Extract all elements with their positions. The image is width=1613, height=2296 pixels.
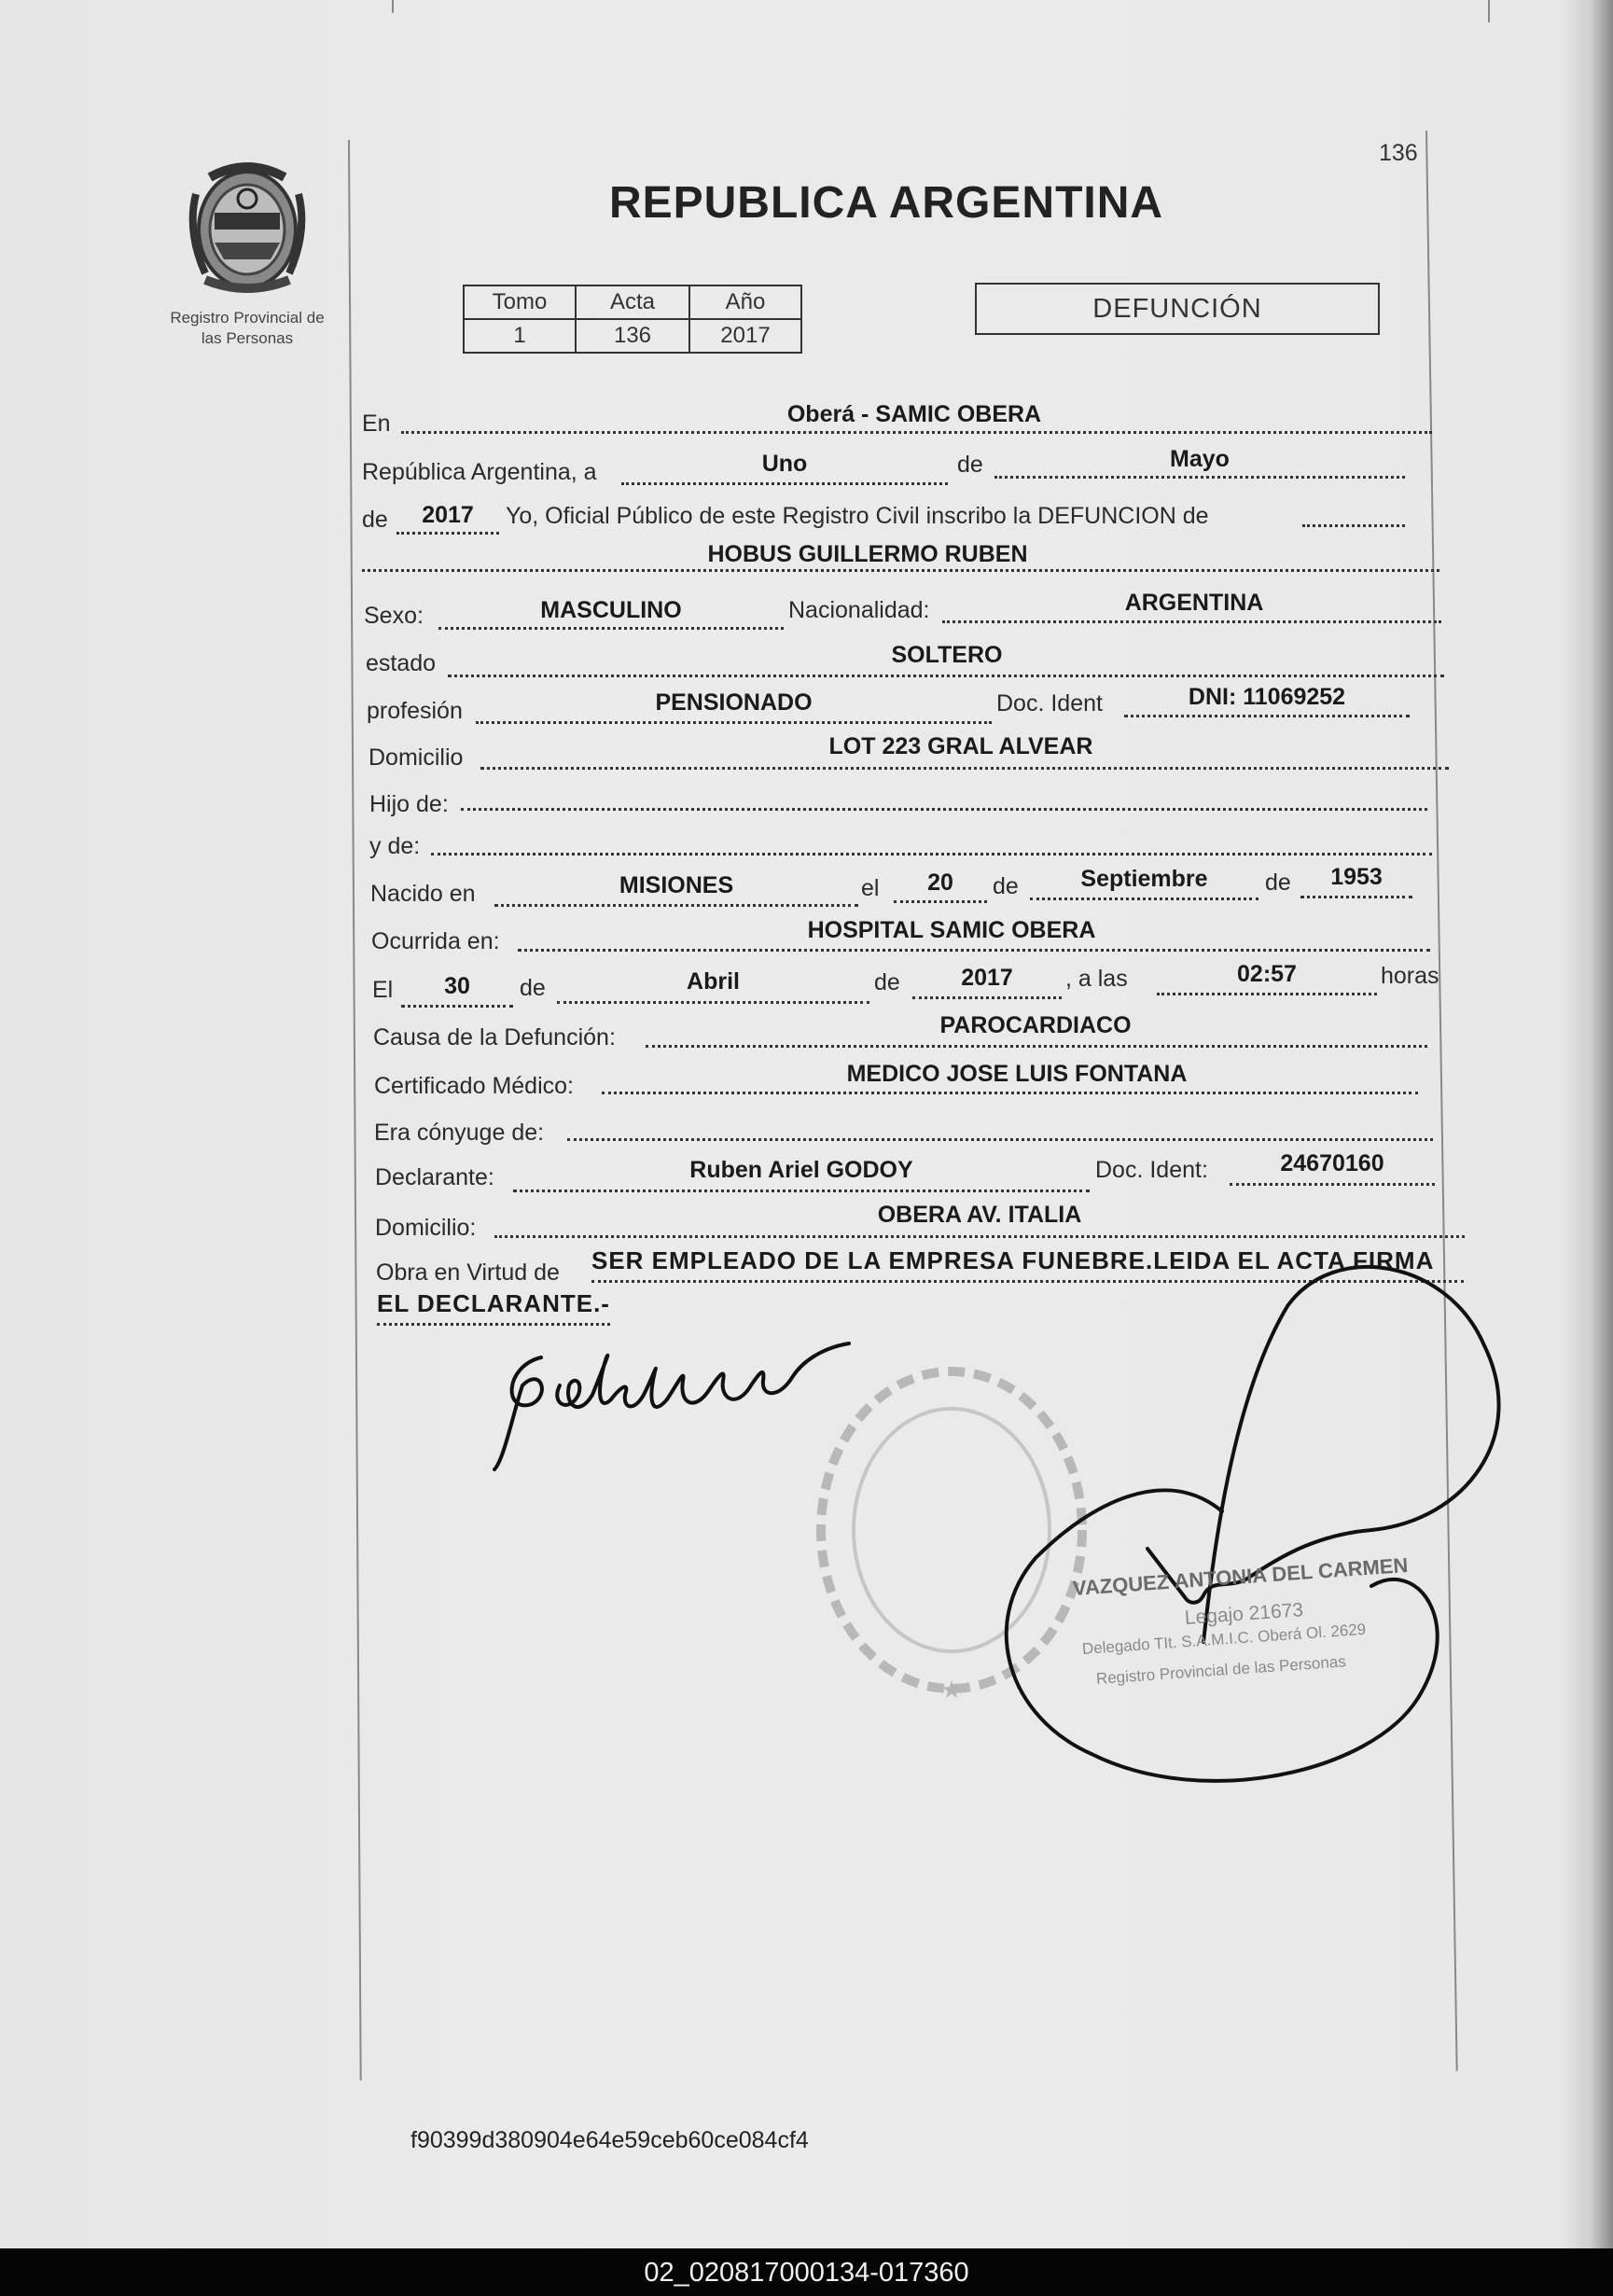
profesion-label: profesión <box>367 698 463 724</box>
dotted-line <box>1030 898 1258 900</box>
nacido-label: Nacido en <box>370 881 476 907</box>
value-ano: 2017 <box>689 319 801 353</box>
dotted-line <box>1302 524 1405 527</box>
certificado-value: MEDICO JOSE LUIS FONTANA <box>846 1061 1188 1087</box>
causa-value: PAROCARDIACO <box>939 1012 1132 1038</box>
nacionalidad-value: ARGENTINA <box>1124 590 1264 616</box>
dotted-line <box>557 1001 869 1004</box>
dotted-line <box>448 675 1444 677</box>
day-words-value: Uno <box>761 451 808 477</box>
ocurrida-label: Ocurrida en: <box>371 928 500 954</box>
dotted-line <box>518 949 1430 952</box>
dotted-line <box>480 767 1449 770</box>
nacionalidad-label: Nacionalidad: <box>788 597 930 623</box>
de-label: de <box>957 452 983 478</box>
deceased-name-value: HOBUS GUILLERMO RUBEN <box>707 541 1028 567</box>
el-label: el <box>861 875 880 901</box>
page-edge-shadow <box>1557 0 1613 2248</box>
register-table-header <box>464 285 801 319</box>
year-value: 2017 <box>422 502 474 528</box>
dotted-line <box>494 1235 1465 1238</box>
conyuge-label: Era cónyuge de: <box>374 1120 545 1146</box>
value-acta: 136 <box>576 319 689 353</box>
dotted-line <box>602 1092 1418 1094</box>
header-tomo: Tomo <box>464 285 576 319</box>
dotted-line <box>438 627 784 630</box>
binding-mark <box>1488 0 1490 22</box>
scan-id: 02_020817000134-017360 <box>644 2258 969 2288</box>
domicilio-label: Domicilio <box>368 744 464 771</box>
a-las-label: , a las <box>1065 966 1128 992</box>
birth-day-value: 20 <box>927 870 953 896</box>
y-de-label: y de: <box>369 833 421 859</box>
dotted-line <box>942 620 1441 623</box>
death-day-value: 30 <box>444 973 470 999</box>
logo-caption <box>149 308 345 349</box>
dotted-line <box>396 532 499 535</box>
death-month-value: Abril <box>687 968 740 995</box>
doc-ident-label: Doc. Ident <box>996 690 1103 717</box>
dotted-line <box>894 900 987 903</box>
republica-label: República Argentina, a <box>362 459 597 485</box>
declarante-doc-value: 24670160 <box>1280 1150 1384 1176</box>
dotted-line <box>494 904 858 907</box>
scan-footer-bar <box>0 2248 1613 2296</box>
obra-value-line2: EL DECLARANTE.- <box>377 1289 610 1317</box>
stamp-name: VAZQUEZ ANTONIA DEL CARMEN <box>1072 1552 1410 1600</box>
official-signature-icon <box>980 1250 1530 1791</box>
death-time-value: 02:57 <box>1237 961 1297 987</box>
declarante-label: Declarante: <box>375 1164 494 1190</box>
dotted-line <box>513 1190 1090 1192</box>
dotted-line <box>1157 993 1377 995</box>
dotted-line <box>646 1045 1427 1048</box>
en-label: En <box>362 410 391 437</box>
dotted-line <box>567 1138 1433 1141</box>
declarante-value: Ruben Ariel GODOY <box>689 1157 913 1183</box>
logo-caption-line2: las Personas <box>201 329 294 347</box>
sexo-value: MASCULINO <box>540 597 682 623</box>
domicilio-value: LOT 223 GRAL ALVEAR <box>828 733 1093 759</box>
el-cap-label: El <box>372 977 394 1003</box>
value-tomo: 1 <box>464 319 576 353</box>
obra-label: Obra en Virtud de <box>376 1259 560 1286</box>
de-label: de <box>520 975 546 1001</box>
de-label: de <box>362 507 388 533</box>
dotted-line <box>461 808 1427 811</box>
dotted-line <box>431 853 1432 856</box>
domicilio-label2: Domicilio: <box>375 1215 477 1241</box>
dotted-line <box>994 476 1405 479</box>
causa-label: Causa de la Defunción: <box>373 1024 616 1051</box>
dotted-line <box>377 1323 610 1326</box>
de-label: de <box>993 873 1019 899</box>
binding-mark <box>392 0 394 13</box>
record-type-box: DEFUNCIÓN <box>975 283 1380 335</box>
coat-of-arms-icon <box>177 157 317 297</box>
estado-label: estado <box>366 650 437 676</box>
birth-month-value: Septiembre <box>1080 866 1208 892</box>
de-label: de <box>1265 870 1291 896</box>
nacido-en-value: MISIONES <box>619 872 734 898</box>
dotted-line <box>621 482 948 485</box>
month-value: Mayo <box>1170 446 1230 472</box>
register-table <box>463 285 802 354</box>
logo-caption-line1: Registro Provincial de <box>170 309 325 327</box>
document-hash: f90399d380904e64e59ceb60ce084cf4 <box>410 2127 809 2153</box>
register-table-values <box>464 319 801 353</box>
birth-year-value: 1953 <box>1330 864 1383 890</box>
dotted-line <box>401 1005 513 1008</box>
dotted-line <box>401 431 1432 434</box>
stamp-delegation: Delegado TIt. S.A.M.I.C. Oberá Ol. 2629 <box>1081 1620 1367 1658</box>
de-label: de <box>874 969 900 995</box>
header-acta: Acta <box>576 285 689 319</box>
death-year-value: 2017 <box>961 965 1013 991</box>
dotted-line <box>476 721 992 724</box>
stamp-registry: Registro Provincial de las Personas <box>1095 1652 1347 1688</box>
certificado-label: Certificado Médico: <box>374 1073 574 1099</box>
inscribo-text: Yo, Oficial Público de este Registro Civil inscribo la DEFUNCION de <box>506 503 1209 529</box>
ocurrida-value: HOSPITAL SAMIC OBERA <box>807 917 1096 943</box>
estado-value: SOLTERO <box>891 642 1003 668</box>
page-number: 136 <box>1379 140 1418 166</box>
dotted-line <box>1300 896 1412 898</box>
document-title: REPUBLICA ARGENTINA <box>608 178 1164 228</box>
horas-label: horas <box>1381 963 1439 989</box>
header-ano: Año <box>689 285 801 319</box>
profesion-value: PENSIONADO <box>655 689 813 716</box>
dotted-line <box>362 569 1439 572</box>
obra-value-line1: SER EMPLEADO DE LA EMPRESA FUNEBRE.LEIDA EL ACTA FIRMA <box>591 1246 1435 1274</box>
place-value: Oberá - SAMIC OBERA <box>786 401 1042 427</box>
doc-ident-label2: Doc. Ident: <box>1095 1157 1208 1183</box>
doc-ident-value: DNI: 11069252 <box>1188 684 1346 710</box>
dotted-line <box>912 996 1062 999</box>
sexo-label: Sexo: <box>364 603 424 629</box>
svg-text:★: ★ <box>940 1676 963 1704</box>
hijo-label: Hijo de: <box>369 791 449 817</box>
dotted-line <box>1124 715 1410 717</box>
dotted-line <box>1230 1183 1435 1186</box>
stamp-legajo: Legajo 21673 <box>1184 1599 1304 1629</box>
declarante-domicilio-value: OBERA AV. ITALIA <box>877 1202 1082 1228</box>
